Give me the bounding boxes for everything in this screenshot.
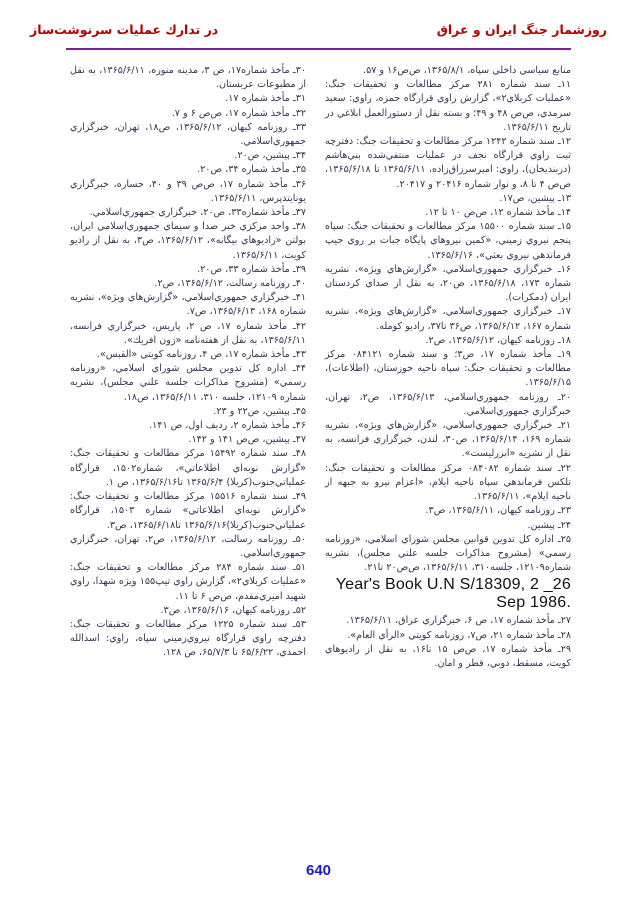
footnote: ۴٨ـ سند شماره ١۵۴٩٢ مركز مطالعات و تحقيقات جنگ: «گزارش نوبه‌اي اطلاعاتي»، شماره١۵٠٢، قرارگاه عملياتي‌جنوب(كربلا) ١٣۶۵/۶/۴ تا١٣۶۵/۶/١۶، ص ١.	[70, 448, 306, 488]
footnote: ٢٣ـ روزنامه كيهان، ١٣۶۵/۶/١١، ص٣.	[425, 505, 571, 517]
footnote: ٢٢ـ سند شماره ٠٨۴٠٨٢ مركز مطالعات و تحقيقات جنگ: تلكس فرماندهي سپاه ناحيه ايلام، «اعزام نيرو به جبهه از ناحيه ايلام»، ١٣۶۵/۶/١١.	[325, 462, 571, 503]
footnote: ٢١ـ خبرگزاري جمهوري‌اسلامي، «گزارش‌هاي ويژه»، نشريه شماره ١۶٩، ١٣۶۵/۶/١۴، ص٣٠، لندن، خبرگزاري فرانسه، به نقل از نشريه «ابزرلیست».	[325, 420, 572, 460]
footnote: ٣٣ـ روزنامه كيهان، ١٣۶۵/۶/١٢، ص١٨، تهران، خبرگزاري جمهوري‌اسلامي.	[70, 121, 306, 148]
footnote: ٣٠ـ مأخذ شماره١٧، ص ٣، مدينه منوره، ١٣۶۵/۶/١١، به نقل از مطبوعات عربستان.	[70, 65, 307, 91]
page-header	[30, 22, 607, 42]
footnote: ١۴ـ مأخذ شماره ١٢، ص‌ص ١٠ تا ١٢.	[425, 207, 571, 219]
footnote: ١۶ـ خبرگزاري جمهوري‌اسلامي، «گزارش‌هاي ويژه»، نشريه شماره ١٧٣، ١٣۶۵/۶/١٨، ص٢٠، به نقل از صداي كردستان ايران (دمكرات).	[325, 263, 572, 304]
footnote: ۴٠ـ روزنامه رسالت، ١٣۶۵/۶/١٢، ص٢.	[154, 278, 306, 290]
footnote: ٢٩ـ مأخذ شماره ١٧، ص‌ص ١۵ تا١۶، به نقل از راديوهاي كويت، مسقط، دوبي، قطر و امان.	[325, 643, 571, 669]
footnote: ۵١ـ سند شماره ٢٨۴ مركز مطالعات و تحقيقات جنگ: «عمليات كربلاي٢»، گزارش راوي تيپ١۵۵ ويژه شهدا، راوي شهيد اميري‌مقدم، ص‌ص ۶ تا ١١.	[70, 562, 306, 602]
footnote: ۴١ـ خبرگزاري جمهوري‌اسلامي، «گزارش‌هاي ويژه»، نشريه شماره ١۶٨، ١٣۶۵/۶/١٣، ص٧.	[70, 292, 306, 318]
footnote: ٣٨ـ واحد مركزي خبر صدا و سيماي جمهوري‌اسلامي ايران، بولتن «راديوهاي بيگانه»، ١٣۶۵/۶/١٢، ص٣، به نقل از راديو كويت، ١٣۶۵/۶/١١.	[70, 221, 306, 261]
notes-column-right	[325, 64, 571, 671]
footnote: ٣۵ـ مأخذ شماره ٣۴، ص٢٠.	[197, 164, 306, 176]
english-footnote: Year's Book U.N S/18309, 2 _26 Sep 1986.	[335, 576, 571, 612]
footnote: ٢٠ـ روزنامه جمهوري‌اسلامي، ١٣۶۵/۶/١٣، ص٢، تهران، خبرگزاري جمهوري‌اسلامي.	[325, 391, 571, 417]
footnote: ۵٣ـ سند شماره ١٢٢۵ مركز مطالعات و تحقيقات جنگ: دفترچه راوي قرارگاه نيروي‌زميني سپاه، راوي: اسدالله احمدي، ۶۵/۶/٢٢ تا ۶۵/٧/٣، ص ١٢٨.	[70, 618, 306, 659]
footnote: ٣٩ـ مأخذ شماره ٣٣، ص٢٠.	[197, 263, 306, 275]
footnote: ٢٧ـ مأخذ شماره ١٧، ص ۶، خبرگزاري عراق، ١٣۶۵/۶/١١.	[346, 615, 571, 627]
header-divider	[66, 48, 571, 50]
footnote: ۴۴ـ اداره كل تدوين مجلس شوراي اسلامي، «روزنامه رسمي» (مشروح مذاكرات جلسه علني مجلس)، نشريه شماره ١٢١٠٩، جلسه ٣١٠، ١٣۶۵/۶/١١، ص١٨.	[70, 363, 306, 403]
footnote: ٣٢ـ مأخذ شماره ١٧، ص‌ص ۶ و ٧.	[171, 107, 306, 119]
footnote: ۴٧ـ پيشين، ص‌ص ١۴١ و ١۴٢.	[188, 434, 306, 446]
footnote: ۴٣ـ مأخذ شماره ١٧، ص ۴، روزنامه كويتي «القبس».	[96, 349, 306, 361]
footnote: ۴۶ـ مأخذ شماره ٢، رديف اول، ص ١۴١.	[149, 420, 306, 432]
footnote: ٣١ـ مأخذ شماره ١٧.	[225, 93, 306, 105]
footnote: ١٧ـ خبرگزاري جمهوري‌اسلامي، «گزارش‌هاي ويژه»، نشريه شماره ١۶٧، ١٣۶۵/۶/١٢، ص٣۶ تا٣٧، راديو كومله.	[325, 306, 571, 332]
footnote: ۵٠ـ روزنامه رسالت، ١٣۶۵/۶/١٢، ص٢، تهران، خبرگزاري جمهوري‌اسلامي.	[70, 533, 306, 559]
book-title: روزشمار جنگ ايران و عراق	[436, 22, 607, 37]
footnote: ٣٧ـ مأخذ شماره٣٣، ص٢٠، خبرگزاري جمهوري‌اسلامي.	[89, 207, 306, 219]
footnote: منابع سياسي داخلي سپاه، ١٣۶۵/٨/١، ص‌ص١۶ و ۵٧.	[363, 65, 571, 76]
footnote: ٢۵ـ اداره كل تدوين قوانين مجلس شوراي اسلامي، «روزنامه رسمي» (مشروح مذاكرات جلسه علني مجلس)، نشريه شماره١٢١٠٩، جلسه٣١٠، ١٣۶۵/۶/١١، ص‌ص٢٠ تا٢١.	[325, 533, 571, 574]
footnote: ٣۴ـ پيشين، ص٢٠.	[234, 150, 306, 162]
footnote: ١٣ـ پيشين، ص١٧.	[499, 192, 571, 204]
footnote: ١٢ـ سند شماره ١٢۴٢ مركز مطالعات و تحقيقات جنگ: دفترچه ثبت راوي قرارگاه نجف در عمليات منتفي‌شده بني‌هاشم (دربندیخان)، راوي: اميرسرزاق‌زاده، ١٣۶۵/۶/١١ تا ١٣۶۵/۶/١٨، ص‌ص ۴ تا ٨، و نوار شماره ٢٠۴١۶ و ٢٠۴١٧.	[325, 136, 571, 190]
footnote: ۴٢ـ مأخذ شماره ١٧، ص ٢، پاريس، خبرگزاري فرانسه، ١٣۶۵/۶/١١، به نقل از هفته‌نامه «ژون افريك».	[70, 320, 306, 346]
footnote: ۵٢ـ روزنامه كيهان، ١٣۶۵/۶/١۶، ص٣.	[160, 604, 306, 616]
footnote: ١٨ـ روزنامه كيهان، ١٣۶۵/۶/١٢، ص٢.	[425, 334, 571, 346]
footnote: ٣۶ـ مأخذ شماره ١٧، ص‌ص ٣٩ و ۴٠، حساره، خبرگزاري يونايتدپرس، ١٣۶۵/۶/١١.	[70, 178, 306, 204]
footnote: ١١ـ سند شماره ٢٨١ مركز مطالعات و تحقيقات جنگ: «عمليات كربلاي٢»، گزارش راوي قرارگاه حمزه، راوي: سعيد سرمدي، ص‌ص ۴٨ و ۴٩؛ و بسته نقل از دستورالعمل ابلاغي در تاريخ ١٣۶۵/۶/١١.	[325, 79, 572, 133]
footnote: ٢٨ـ مأخذ شماره ٢١، ص٧، روزنامه كويتي «الرأي العام».	[347, 629, 571, 641]
page-number: 640	[305, 862, 332, 879]
footnote: ۴۵ـ پيشين، ص٢٢ و ٢٣.	[213, 405, 306, 417]
chapter-title: در تدارك عمليات سرنوشت‌ساز	[30, 22, 219, 37]
footnote: ٢۴ـ پيشين.	[527, 519, 571, 531]
footnote: ١۵ـ سند شماره ١۵۵٠٠ مركز مطالعات و تحقيقات جنگ: سپاه پنجم نيروي زميني، «كمين نيروهاي پايگاه جبات بر روي جيپ فرماندهي نيروي بعثي»، ١٣۶۵/۶/١۶.	[325, 221, 571, 261]
notes-column-left	[70, 64, 306, 661]
footnote: ١٩ـ مأخذ شماره ١٧، ص٣؛ و سند شماره ٠٨۴١٢١ مركز مطالعات و تحقيقات جنگ: سپاه ناحيه خوزستان، (اطلاعات)، ١٣۶۵/۶/١۵.	[325, 349, 571, 389]
footnote: ۴٩ـ سند شماره ١۵۵١۶ مركز مطالعات و تحقيقات جنگ: «گزارش نوبه‌اي اطلاعاتي» شماره ١۵٠٣، قرارگاه عملياتي‌جنوب(كربلا)١٣۶۵/۶/١۶ تا١٣۶۵/۶/١٨، ص٣.	[70, 491, 306, 531]
